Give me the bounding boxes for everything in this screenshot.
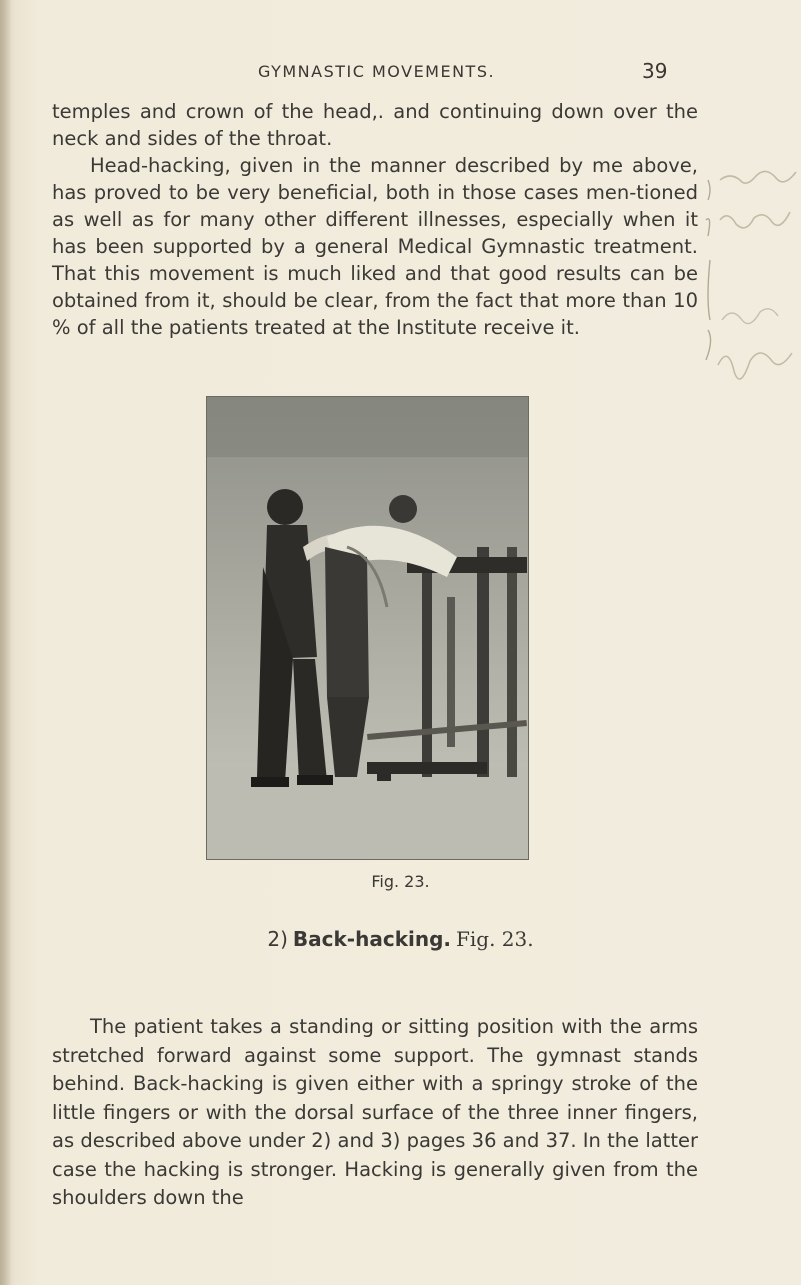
top-text-block bbox=[52, 98, 698, 341]
gutter-shadow bbox=[0, 0, 12, 1285]
figure-photo bbox=[206, 396, 529, 860]
paragraph-continued: temples and crown of the head,. and continuing down over the neck and sides of the throat. bbox=[52, 100, 698, 150]
running-head-title: GYMNASTIC MOVEMENTS. bbox=[258, 62, 496, 81]
paragraph-head-hacking: Head-hacking, given in the manner described by me above, has proved to be very beneficial, both in those cases men-tioned as well as for many other different illnesses, especially when it has been supported by a general Medical Gymnastic treatment. That this movement is much liked and that good results can be obtained from it, should be clear, from the fact that more than 10 % of all the patients treated at the Institute receive it. bbox=[52, 154, 698, 339]
running-head bbox=[0, 59, 801, 83]
section-fig-ref: Fig. 23. bbox=[456, 927, 534, 951]
handwritten-annotation bbox=[700, 160, 800, 420]
paragraph-back-hacking: The patient takes a standing or sitting position with the arms stretched forward against some support. The gymnast stands behind. Back-hacking is given either with a springy stroke of the little fingers or with the dorsal surface of the three inner fingers, as described above under 2) and 3) pages 36 and 37. In the latter case the hacking is stronger. Hacking is generally given from the shoulders down the bbox=[52, 1015, 698, 1209]
section-heading bbox=[0, 927, 801, 952]
figure-caption: Fig. 23. bbox=[371, 872, 430, 891]
section-title: Back-hacking. bbox=[292, 927, 452, 951]
body-text-block bbox=[52, 1013, 698, 1213]
section-number: 2) bbox=[267, 927, 288, 951]
page-number: 39 bbox=[642, 59, 668, 83]
